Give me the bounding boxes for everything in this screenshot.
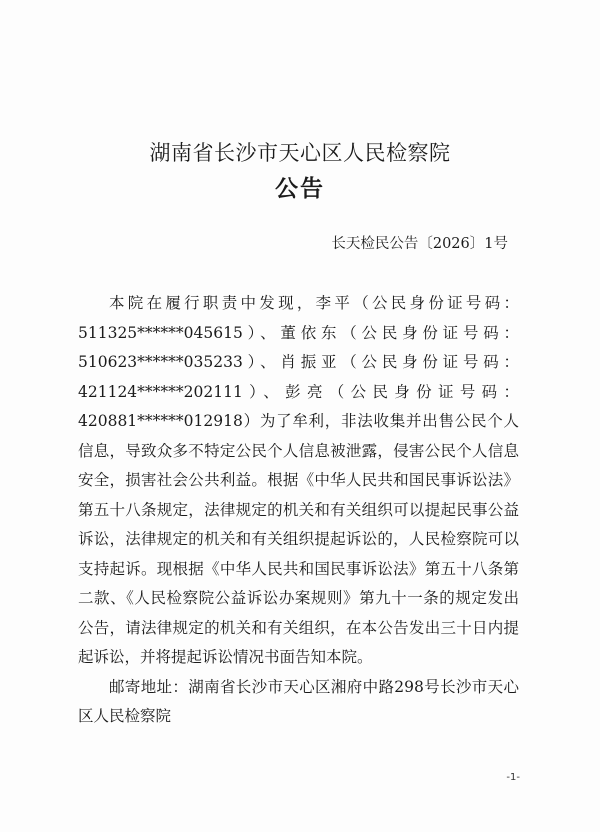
issuing-organization: 湖南省长沙市天心区人民检察院: [149, 141, 451, 165]
page-number: -1-: [506, 772, 520, 783]
announcement-paragraph: 本院在履行职责中发现，李平（公民身份证号码：511325******045615）、董依东（公民身份证号码：510623******035233）、肖振亚（公民身份证号码：421124******202111）、彭亮（公民身份证号码：420881******012918）为了牟利，非法收集并出售公民个人信息，导致众多不特定公民个人信息被泄露，侵害公民个人信息安全，损害社会公共利益。根据《中华人民共和国民事诉讼法》第五十八条规定，法律规定的机关和有关组织可以提起民事公益诉讼，法律规定的机关和有关组织提起诉讼的，人民检察院可以支持起诉。现根据《中华人民共和国民事诉讼法》第五十八条第二款、《人民检察院公益诉讼办案规则》第九十一条的规定发出公告，请法律规定的机关和有关组织，在本公告发出三十日内提起诉讼，并将提起诉讼情况书面告知本院。: [78, 294, 519, 666]
document-title: 公告: [275, 175, 325, 202]
document-body: [78, 289, 519, 732]
document-number: 长天检民公告〔2026〕1号: [331, 236, 508, 252]
mailing-address: 邮寄地址：湖南省长沙市天心区湘府中路298号长沙市天心区人民检察院: [78, 677, 519, 725]
